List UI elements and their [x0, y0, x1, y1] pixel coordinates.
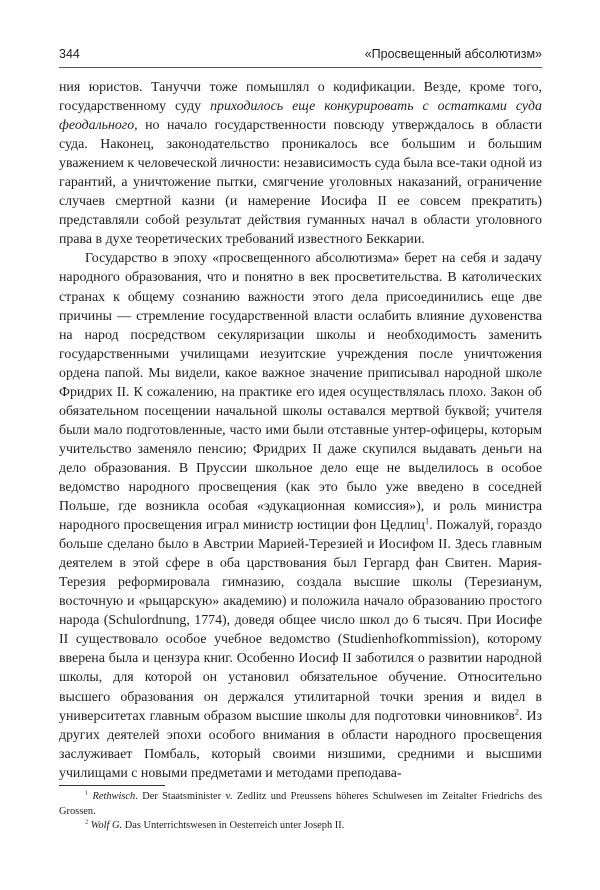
italic-emphasis: приходилось еще конкурировать с остатками суда феодального,	[59, 99, 542, 134]
footnote-2	[59, 819, 542, 834]
text-segment: Государство в эпоху «просвещенного абсолютизма» берет на себя и задачу народного образования, что и понятно в век просветительства. В католических странах к общему сознанию важности этого дела присоединились еще две причины — стремление государственной власти ослабить влияние духовенства на народ посредством секуляризации школы и необходимость заменить государственными училищами иезуитские учреждения после уничтожения ордена папой. Мы видели, какое важное значение приписывал народной школе Фридрих II. К сожалению, на практике его идея осуществлялась плохо. Закон об обязательном посещении начальной школы оставался мертвой буквой; учителя были мало подготовленные, часто ими были отставные унтер-офицеры, которым учительство заменяло пенсию; Фридрих II даже скупился выдавать деньги на дело образования. В Пруссии школьное дело еще не выделилось в особое ведомство народного просвещения (как это было уже введено в соседней Польше, где возникла особая «эдукационная комиссия»), и роль министра народного просвещения играл министр юстиции фон Цедлиц	[59, 251, 542, 534]
footnote-ref-1: 1	[425, 516, 430, 526]
footnote-rule	[59, 785, 165, 786]
footnote-text: . Der Staatsminister v. Zedlitz und Preussens höheres Schulwesen im Zeitalter Friedrichs des Grossen.	[59, 791, 542, 817]
footnotes	[59, 790, 542, 834]
footnote-author: Rethwisch	[92, 791, 136, 802]
text-segment: . Пожалуй, гораздо больше сделано было в Австрии Марией-Терезией и Иосифом II. Здесь главным деятелем в этой сфере в оба царствования был Гергард фан Свитен. Мария-Терезия реформировала гимназию, создала высшие школы (Терезианум, восточную и «рыцарскую» академию) и положила начало образованию простого народа (Schulordnung, 1774), доведя общее число школ до 6 тысяч. При Иосифе II существовало особое учебное ведомство (Studienhofkommission), которому вверена была и цензура книг. Особенно Иосиф II заботился о развитии народной школы, для которой он установил обязательное обучение. Относительно высшего образования он держался утилитарной точки зрения и видел в университетах главным образом высшие школы для подготовки чиновников	[59, 518, 543, 724]
footnote-1	[59, 790, 542, 819]
footnote-author: Wolf G.	[90, 820, 123, 832]
header-rule	[59, 67, 542, 68]
text-segment: но начало государственности повсюду утверждалось в области суда. Наконец, законодательство проникалось все большим и большим уважением к человеческой личности: независимость суда была все-таки одной из гарантий, а уничтожение пытки, смягчение уголовных наказаний, ограничение случаев смертной казни (и намерение Иосифа II ее совсем прекратить) представляли собой результат действия гуманных начал в области уголовного права в духе теоретических требований известного Беккарии.	[59, 118, 542, 248]
text-segment: . Из других деятелей эпохи особого внимания в области народного просвещения заслуживает Помбаль, который своими низшими, средними и высшими училищами с новыми предметами и методами преподава-	[59, 708, 542, 781]
main-text	[59, 78, 542, 783]
page-number: 344	[59, 47, 80, 61]
paragraph-1	[59, 78, 542, 249]
running-title: «Просвещенный абсолютизм»	[364, 47, 542, 61]
page-header	[59, 47, 542, 63]
footnote-text: Das Unterrichtswesen in Oesterreich unter Joseph II.	[122, 820, 345, 832]
footnote-number: 2	[85, 818, 89, 826]
footnote-number: 1	[85, 789, 89, 797]
text-segment: ния юристов. Тануччи тоже помышлял о кодификации. Везде, кроме того, государственному суду	[59, 80, 542, 115]
footnote-ref-2: 2	[514, 706, 519, 716]
paragraph-2	[59, 249, 542, 782]
